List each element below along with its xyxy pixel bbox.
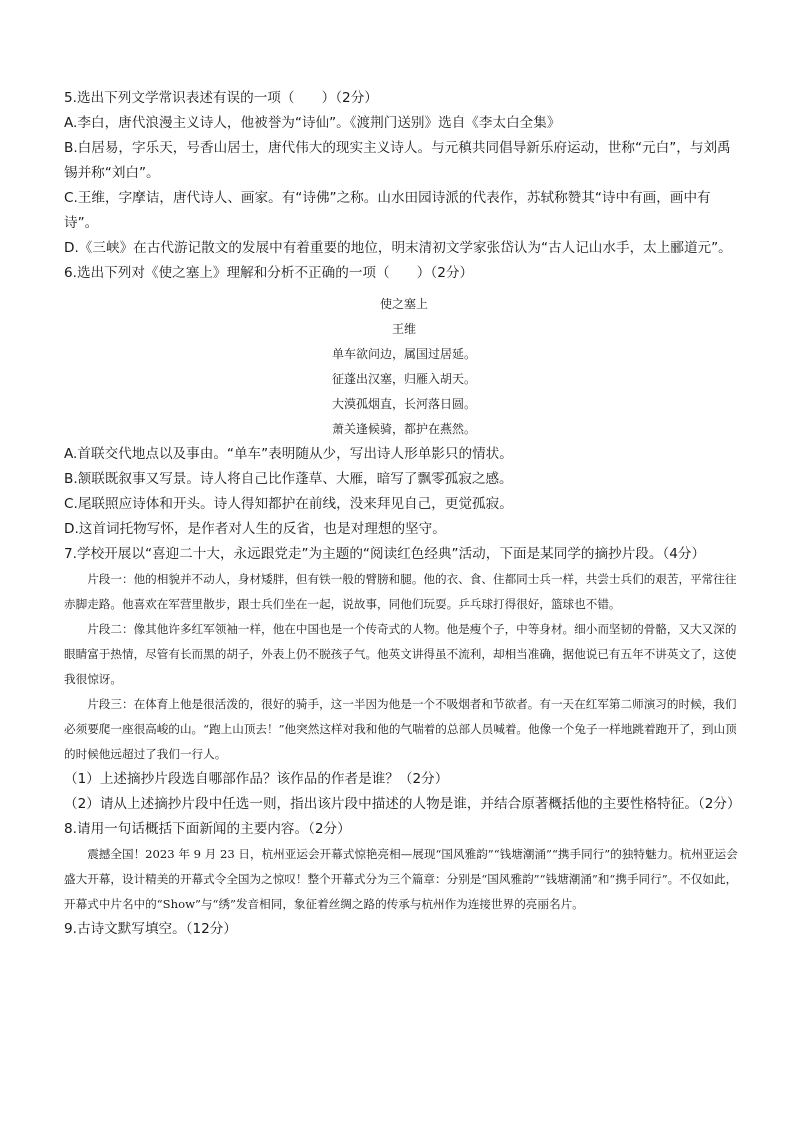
question-5-option-c: C.王维，字摩诘，唐代诗人、画家。有“诗佛”之称。山水田园诗派的代表作，苏轼称赞其“诗中有画，画中有诗”。	[64, 190, 711, 231]
poem-author: 王维	[391, 322, 416, 336]
question-6-option-d: D.这首词托物写怀，是作者对人生的反省，也是对理想的坚守。	[64, 521, 446, 537]
question-5-option-a: A.李白，唐代浪漫主义诗人，他被誉为“诗仙”。《渡荆门送别》选自《李太白全集》	[64, 115, 561, 131]
excerpt-2: 片段二：像其他许多红军领袖一样，他在中国也是一个传奇式的人物。他是瘦个子，中等身材。细小而坚韧的骨骼，又大又深的眼睛富于热情，尽管有长而黑的胡子，外表上仍不脱孩子气。他英文讲得虽不流利，却相当准确，据他说已有五年不讲英文了，这使我很惊讶。	[64, 622, 737, 686]
poem-title: 使之塞上	[379, 297, 428, 311]
question-6-option-a: A.首联交代地点以及事由。“单车”表明随从少，写出诗人形单影只的情状。	[64, 446, 513, 462]
question-5	[64, 86, 744, 261]
news-passage: 震撼全国！2023 年 9 月 23 日，杭州亚运会开幕式惊艳亮相—展现“国风雅韵”“钱塘潮涌”“携手同行”的独特魅力。杭州亚运会盛大开幕，设计精美的开幕式令全国为之惊叹！整个开幕式分为三个篇章：分别是“国风雅韵”“钱塘潮涌”和“携手同行”。不仅如此，开幕式中片名中的“Show”与“绣”发音相同，象征着丝绸之路的传承与杭州作为连接世界的亮丽名片。	[64, 847, 738, 911]
excerpt-1: 片段一：他的相貌并不动人，身材矮胖，但有铁一般的臂膀和腿。他的衣、食、住都同士兵一样，共尝士兵们的艰苦，平常往往赤脚走路。他喜欢在军营里散步，跟士兵们坐在一起，说故事，同他们玩耍。乒乓球打得很好，篮球也不错。	[64, 572, 737, 611]
question-6-option-b: B.颔联既叙事又写景。诗人将自己比作蓬草、大雁，暗写了飘零孤寂之感。	[64, 471, 513, 487]
question-8	[64, 817, 744, 917]
poem-line: 萧关逢候骑，都护在燕然。	[331, 422, 476, 436]
question-7-stem: 7.学校开展以“喜迎二十大，永远跟党走”为主题的“阅读红色经典”活动，下面是某同学的摘抄片段。（4分）	[64, 546, 706, 562]
excerpt-3: 片段三：在体育上他是很活泼的，很好的骑手，这一半因为他是一个不吸烟者和节欲者。有一天在红军第二师演习的时候，我们必须要爬一座很高峻的山。“跑上山顶去！”他突然这样对我和他的气喘着的总部人员喊着。他像一个兔子一样地跳着跑开了，到山顶的时候他远超过了我们一行人。	[64, 697, 737, 761]
question-8-stem: 8.请用一句话概括下面新闻的主要内容。（2分）	[64, 821, 351, 837]
question-9	[64, 917, 744, 942]
question-7	[64, 542, 744, 817]
poem-line: 单车欲问边，属国过居延。	[331, 347, 476, 361]
exam-page	[64, 86, 744, 942]
question-9-stem: 9.古诗文默写填空。（12分）	[64, 921, 237, 937]
question-5-option-d: D.《三峡》在古代游记散文的发展中有着重要的地位，明末清初文学家张岱认为“古人记山水手，太上郦道元”。	[64, 240, 732, 256]
poem-line: 大漠孤烟直，长河落日圆。	[331, 397, 476, 411]
question-6	[64, 261, 744, 542]
question-7-sub-1: （1）上述摘抄片段选自哪部作品？该作品的作者是谁？（2分）	[64, 771, 449, 787]
question-5-stem: 5.选出下列文学常识表述有误的一项（ ）（2分）	[64, 90, 378, 106]
question-6-option-c: C.尾联照应诗体和开头。诗人得知都护在前线，没来拜见自己，更觉孤寂。	[64, 496, 513, 512]
poem-line: 征蓬出汉塞，归雁入胡天。	[331, 372, 476, 386]
question-6-stem: 6.选出下列对《使之塞上》理解和分析不正确的一项（ ）（2分）	[64, 265, 474, 281]
question-5-option-b: B.白居易，字乐天，号香山居士，唐代伟大的现实主义诗人。与元稹共同倡导新乐府运动，世称“元白”，与刘禹锡并称“刘白”。	[64, 140, 731, 181]
question-7-sub-2: （2）请从上述摘抄片段中任选一则，指出该片段中描述的人物是谁，并结合原著概括他的主要性格特征。（2分）	[64, 796, 741, 812]
